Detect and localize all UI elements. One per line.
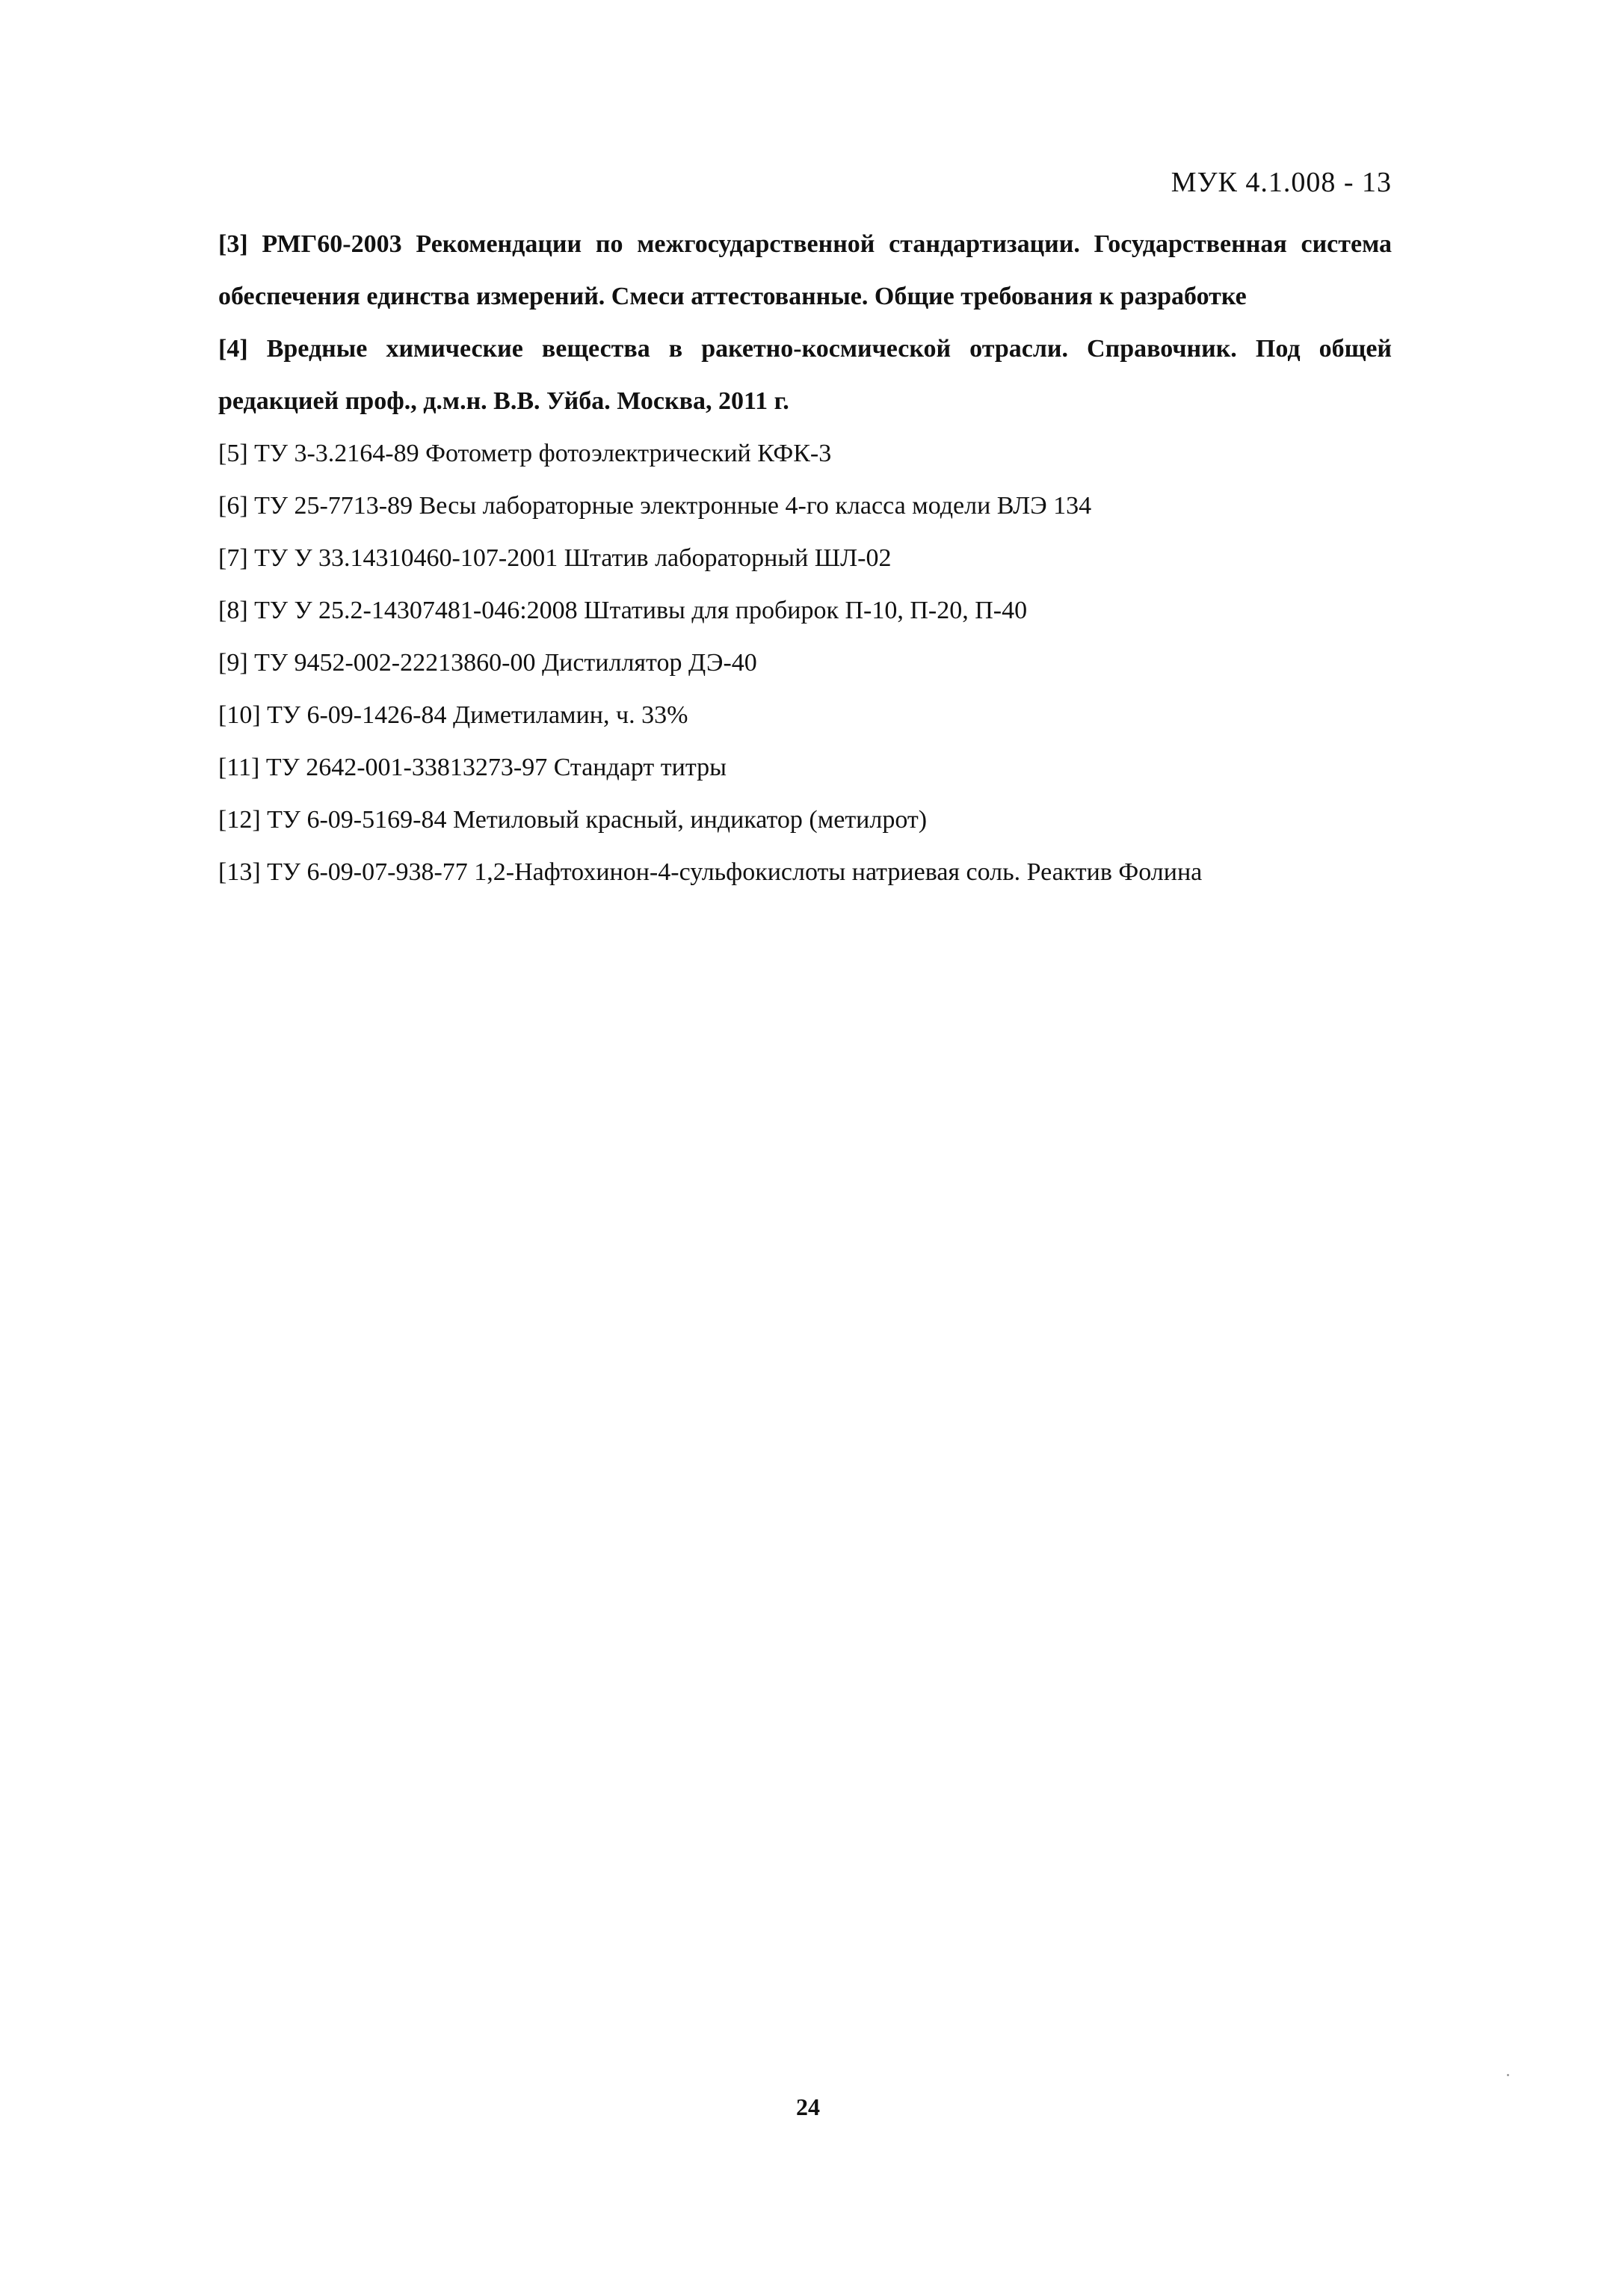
reference-item: [3] РМГ60-2003 Рекомендации по межгосударственной стандартизации. Государственная система обеспечения единства измерений. Смеси аттестованные. Общие требования к разработке: [218, 230, 1392, 310]
reference-item: [10] ТУ 6-09-1426-84 Диметиламин, ч. 33%: [218, 701, 688, 729]
reference-item: [4] Вредные химические вещества в ракетно-космической отрасли. Справочник. Под общей редакцией проф., д.м.н. В.В. Уйба. Москва, 2011 г.: [218, 335, 1392, 415]
document-code: МУК 4.1.008 - 13: [1171, 167, 1392, 198]
reference-list: [218, 218, 1392, 899]
page-number: 24: [796, 2093, 820, 2120]
reference-item: [7] ТУ У 33.14310460-107-2001 Штатив лабораторный ШЛ-02: [218, 544, 892, 572]
reference-item: [8] ТУ У 25.2-14307481-046:2008 Штативы для пробирок П-10, П-20, П-40: [218, 597, 1028, 624]
reference-item: [5] ТУ 3-3.2164-89 Фотометр фотоэлектрический КФК-3: [218, 440, 832, 467]
reference-item: [12] ТУ 6-09-5169-84 Метиловый красный, индикатор (метилрот): [218, 806, 928, 834]
reference-item: [6] ТУ 25-7713-89 Весы лабораторные электронные 4-го класса модели ВЛЭ 134: [218, 492, 1092, 520]
reference-item: [9] ТУ 9452-002-22213860-00 Дистиллятор ДЭ-40: [218, 649, 757, 677]
reference-item: [11] ТУ 2642-001-33813273-97 Стандарт титры: [218, 754, 727, 781]
scan-speck: [1507, 2074, 1509, 2076]
reference-item: [13] ТУ 6-09-07-938-77 1,2-Нафтохинон-4-сульфокислоты натриевая соль. Реактив Фолина: [218, 858, 1203, 886]
